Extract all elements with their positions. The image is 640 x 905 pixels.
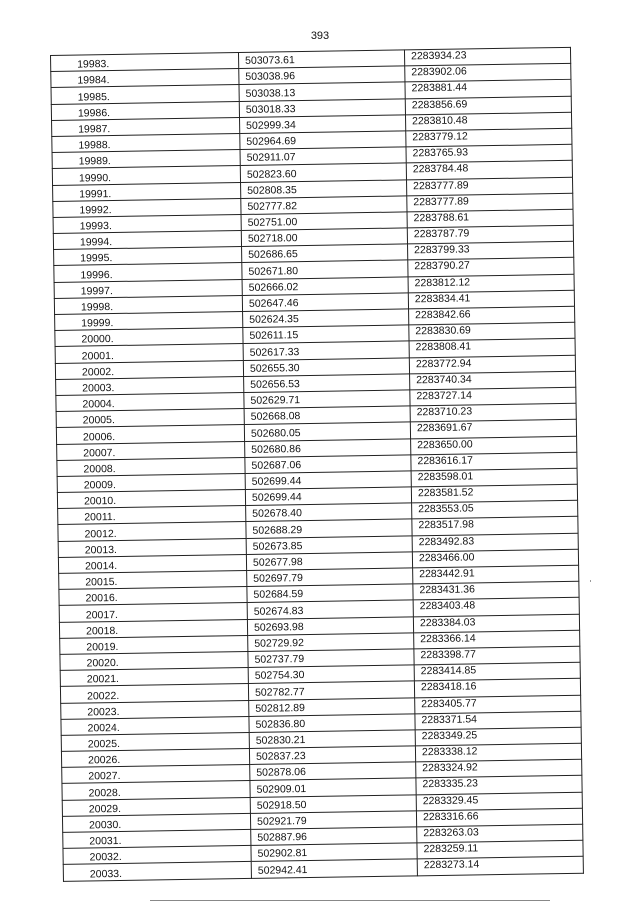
point-number-cell: 20022.: [60, 684, 248, 703]
easting-cell: 502808.35: [241, 179, 407, 198]
easting-cell: 502677.98: [246, 552, 412, 571]
coordinate-table: [50, 47, 584, 882]
point-number-cell: 20009.: [57, 473, 245, 492]
easting-cell: 503073.61: [238, 50, 404, 69]
easting-cell: 502671.80: [242, 260, 408, 279]
coordinate-table-container: [50, 47, 584, 882]
point-number-cell: 20014.: [58, 554, 246, 573]
easting-cell: 502918.50: [250, 794, 416, 813]
page-number: 393: [310, 30, 330, 42]
point-number-cell: 20015.: [59, 570, 247, 589]
point-number-cell: 20018.: [59, 619, 247, 638]
point-number-cell: 19995.: [54, 247, 242, 266]
easting-cell: 502688.29: [246, 519, 412, 538]
point-number-cell: 20017.: [59, 603, 247, 622]
point-number-cell: 20013.: [58, 538, 246, 557]
easting-cell: 502647.46: [242, 293, 408, 312]
coordinate-table-body: [51, 47, 584, 881]
easting-cell: 502942.41: [251, 859, 417, 878]
easting-cell: 502674.83: [247, 600, 413, 619]
page-edge-line: [150, 900, 550, 901]
easting-cell: 502823.60: [240, 163, 406, 182]
easting-cell: 502911.07: [240, 147, 406, 166]
point-number-cell: 20001.: [55, 344, 243, 363]
northing-cell: 2283812.12: [408, 274, 574, 293]
easting-cell: 502693.98: [247, 616, 413, 635]
easting-cell: 502782.77: [248, 681, 414, 700]
northing-cell: 2283335.23: [416, 776, 582, 795]
point-number-cell: 20031.: [63, 829, 251, 848]
northing-cell: 2283263.03: [417, 824, 583, 843]
point-number-cell: 20000.: [55, 328, 243, 347]
point-number-cell: 20008.: [57, 457, 245, 476]
easting-cell: 502999.34: [240, 115, 406, 134]
point-number-cell: 19989.: [52, 150, 240, 169]
point-number-cell: 20020.: [60, 651, 248, 670]
point-number-cell: 20010.: [57, 490, 245, 509]
northing-cell: 2283710.23: [410, 403, 576, 422]
point-number-cell: 20032.: [63, 846, 251, 865]
northing-cell: 2283259.11: [417, 840, 583, 859]
point-number-cell: 19996.: [54, 263, 242, 282]
easting-cell: 502699.44: [245, 471, 411, 490]
point-number-cell: 20011.: [58, 506, 246, 525]
easting-cell: 502751.00: [241, 212, 407, 231]
easting-cell: 502697.79: [247, 568, 413, 587]
point-number-cell: 20002.: [55, 360, 243, 379]
point-number-cell: 19988.: [52, 133, 240, 152]
northing-cell: 2283349.25: [415, 727, 581, 746]
northing-cell: 2283777.89: [407, 193, 573, 212]
northing-cell: 2283787.79: [407, 225, 573, 244]
point-number-cell: 20026.: [61, 749, 249, 768]
northing-cell: 2283338.12: [415, 743, 581, 762]
northing-cell: 2283799.33: [408, 242, 574, 261]
easting-cell: 502687.06: [245, 455, 411, 474]
point-number-cell: 19998.: [54, 295, 242, 314]
easting-cell: 502680.86: [245, 438, 411, 457]
point-number-cell: 19999.: [55, 312, 243, 331]
easting-cell: 502921.79: [250, 811, 416, 830]
northing-cell: 2283384.03: [413, 614, 579, 633]
point-number-cell: 19991.: [53, 182, 241, 201]
easting-cell: 502729.92: [248, 633, 414, 652]
easting-cell: 502837.23: [249, 746, 415, 765]
northing-cell: 2283598.01: [411, 468, 577, 487]
northing-cell: 2283492.83: [412, 533, 578, 552]
easting-cell: 502655.30: [243, 357, 409, 376]
northing-cell: 2283273.14: [417, 857, 583, 876]
easting-cell: 502964.69: [240, 131, 406, 150]
point-number-cell: 19987.: [52, 117, 240, 136]
point-number-cell: 19986.: [51, 101, 239, 120]
point-number-cell: 19990.: [52, 166, 240, 185]
easting-cell: 502678.40: [246, 503, 412, 522]
northing-cell: 2283366.14: [414, 630, 580, 649]
point-number-cell: 19983.: [51, 53, 239, 72]
northing-cell: 2283790.27: [408, 258, 574, 277]
easting-cell: 502777.82: [241, 196, 407, 215]
easting-cell: 502887.96: [251, 827, 417, 846]
easting-cell: 502754.30: [248, 665, 414, 684]
northing-cell: 2283581.52: [411, 484, 577, 503]
easting-cell: 502812.89: [249, 697, 415, 716]
northing-cell: 2283788.61: [407, 209, 573, 228]
northing-cell: 2283398.77: [414, 646, 580, 665]
northing-cell: 2283810.48: [405, 112, 571, 131]
point-number-cell: 19992.: [53, 198, 241, 217]
point-number-cell: 20028.: [62, 781, 250, 800]
easting-cell: 502611.15: [243, 325, 409, 344]
northing-cell: 2283405.77: [415, 695, 581, 714]
northing-cell: 2283765.93: [406, 144, 572, 163]
point-number-cell: 20023.: [61, 700, 249, 719]
point-number-cell: 20004.: [56, 392, 244, 411]
point-number-cell: 20024.: [61, 716, 249, 735]
point-number-cell: 19997.: [54, 279, 242, 298]
northing-cell: 2283856.69: [405, 96, 571, 115]
northing-cell: 2283842.66: [409, 306, 575, 325]
northing-cell: 2283316.66: [416, 808, 582, 827]
northing-cell: 2283403.48: [413, 598, 579, 617]
easting-cell: 502656.53: [244, 374, 410, 393]
point-number-cell: 20005.: [56, 409, 244, 428]
easting-cell: 502673.85: [246, 535, 412, 554]
easting-cell: 502617.33: [243, 341, 409, 360]
northing-cell: 2283902.06: [405, 64, 571, 83]
easting-cell: 503018.33: [239, 98, 405, 117]
northing-cell: 2283442.91: [413, 565, 579, 584]
northing-cell: 2283371.54: [415, 711, 581, 730]
easting-cell: 502668.08: [244, 406, 410, 425]
point-number-cell: 19993.: [53, 214, 241, 233]
northing-cell: 2283830.69: [409, 322, 575, 341]
northing-cell: 2283727.14: [410, 387, 576, 406]
northing-cell: 2283740.34: [410, 371, 576, 390]
easting-cell: 502629.71: [244, 390, 410, 409]
easting-cell: 502624.35: [243, 309, 409, 328]
easting-cell: 502830.21: [249, 730, 415, 749]
easting-cell: 503038.13: [239, 82, 405, 101]
northing-cell: 2283329.45: [416, 792, 582, 811]
point-number-cell: 20019.: [60, 635, 248, 654]
northing-cell: 2283418.16: [414, 679, 580, 698]
point-number-cell: 20007.: [57, 441, 245, 460]
point-number-cell: 20006.: [56, 425, 244, 444]
easting-cell: 502902.81: [251, 843, 417, 862]
point-number-cell: 20003.: [56, 376, 244, 395]
northing-cell: 2283517.98: [412, 517, 578, 536]
point-number-cell: 20029.: [62, 797, 250, 816]
easting-cell: 502666.02: [242, 277, 408, 296]
point-number-cell: 20033.: [63, 862, 251, 881]
point-number-cell: 19984.: [51, 69, 239, 88]
northing-cell: 2283934.23: [404, 47, 570, 66]
northing-cell: 2283691.67: [410, 420, 576, 439]
point-number-cell: 20016.: [59, 587, 247, 606]
northing-cell: 2283553.05: [412, 501, 578, 520]
easting-cell: 502836.80: [249, 714, 415, 733]
easting-cell: 502686.65: [242, 244, 408, 263]
northing-cell: 2283808.41: [409, 339, 575, 358]
northing-cell: 2283650.00: [411, 436, 577, 455]
scan-speck: [590, 580, 591, 582]
point-number-cell: 19985.: [51, 85, 239, 104]
point-number-cell: 20030.: [62, 813, 250, 832]
easting-cell: 502699.44: [245, 487, 411, 506]
northing-cell: 2283466.00: [412, 549, 578, 568]
easting-cell: 503038.96: [239, 66, 405, 85]
northing-cell: 2283834.41: [408, 290, 574, 309]
easting-cell: 502680.05: [244, 422, 410, 441]
point-number-cell: 20012.: [58, 522, 246, 541]
easting-cell: 502909.01: [250, 778, 416, 797]
northing-cell: 2283777.89: [406, 177, 572, 196]
point-number-cell: 19994.: [53, 231, 241, 250]
easting-cell: 502684.59: [247, 584, 413, 603]
point-number-cell: 20021.: [60, 668, 248, 687]
northing-cell: 2283414.85: [414, 662, 580, 681]
northing-cell: 2283431.36: [413, 581, 579, 600]
northing-cell: 2283779.12: [406, 128, 572, 147]
easting-cell: 502737.79: [248, 649, 414, 668]
northing-cell: 2283324.92: [416, 759, 582, 778]
easting-cell: 502878.06: [250, 762, 416, 781]
northing-cell: 2283784.48: [406, 161, 572, 180]
easting-cell: 502718.00: [241, 228, 407, 247]
point-number-cell: 20025.: [61, 732, 249, 751]
northing-cell: 2283616.17: [411, 452, 577, 471]
northing-cell: 2283881.44: [405, 80, 571, 99]
point-number-cell: 20027.: [62, 765, 250, 784]
northing-cell: 2283772.94: [409, 355, 575, 374]
